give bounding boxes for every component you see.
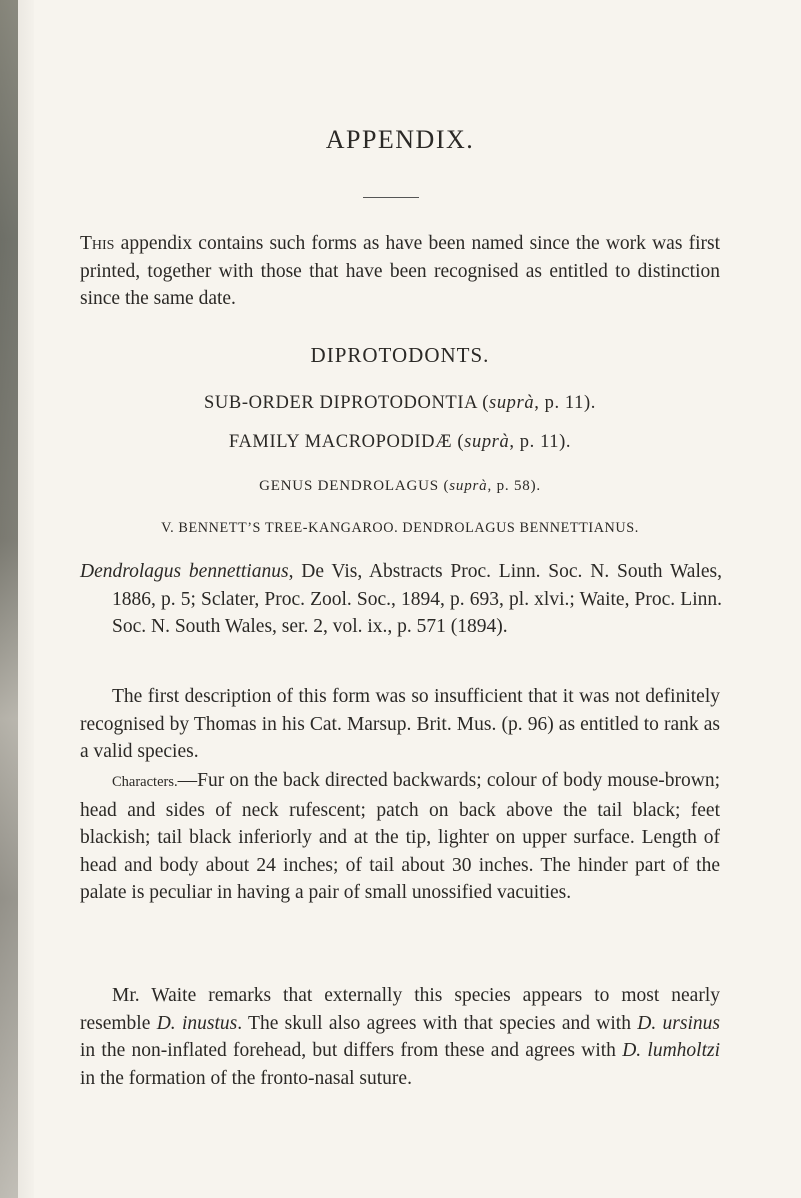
suborder-ref: suprà bbox=[489, 393, 535, 413]
synonymy-name: Dendrolagus bennettianus bbox=[80, 561, 289, 582]
family-ref: suprà bbox=[464, 432, 510, 452]
waite-part4: in the formation of the fronto-nasal suture. bbox=[80, 1067, 412, 1089]
genus-heading bbox=[80, 478, 720, 495]
family-tail: , p. 11). bbox=[509, 432, 572, 452]
family-heading bbox=[80, 432, 720, 453]
genus-tail: , p. 58). bbox=[487, 478, 541, 494]
species-heading: V. BENNETT’S TREE-KANGAROO. DENDROLAGUS BENNETTIANUS. bbox=[161, 520, 639, 536]
section-heading: DIPROTODONTS. bbox=[310, 343, 490, 367]
genus-ref: suprà bbox=[449, 478, 488, 494]
waite-paragraph bbox=[80, 982, 720, 1092]
genus-label: GENUS DENDROLAGUS ( bbox=[259, 478, 450, 494]
page-title: APPENDIX. bbox=[325, 125, 475, 155]
suborder-label: SUB-ORDER DIPROTODONTIA ( bbox=[204, 393, 490, 413]
intro-lead: This bbox=[80, 233, 115, 254]
synonymy-paragraph bbox=[80, 558, 722, 641]
page-binding-shadow bbox=[0, 0, 18, 1198]
family-label: FAMILY MACROPODIDÆ ( bbox=[228, 432, 465, 452]
species-ref-lumholtzi: D. lumholtzi bbox=[622, 1040, 720, 1061]
species-ref-ursinus: D. ursinus bbox=[637, 1012, 720, 1034]
title-rule bbox=[363, 197, 419, 198]
species-ref-inustus: D. inustus bbox=[156, 1012, 238, 1034]
intro-paragraph bbox=[80, 230, 720, 313]
characters-paragraph bbox=[80, 767, 720, 907]
waite-part1: Mr. Waite remarks that externally this species appears to most nearly resemble bbox=[80, 985, 720, 1034]
remark-paragraph: The first description of this form was so insufficient that it was not definitely recognised by Thomas in his Cat. Marsup. Brit. Mus. (p. 96) as entitled to rank as a valid species. bbox=[80, 686, 720, 762]
suborder-heading bbox=[80, 393, 720, 414]
synonymy-text: , De Vis, Abstracts Proc. Linn. Soc. N. South Wales, 1886, p. 5; Sclater, Proc. Zool. Soc., 1894, p. 693, pl. xlvi.; Waite, Proc. Linn. Soc. N. South Wales, ser. 2, vol. ix., p. 571 (1894). bbox=[112, 561, 722, 637]
characters-text: —Fur on the back directed backwards; colour of body mouse-brown; head and sides of neck rufescent; patch on back above the tail black; feet blackish; tail black inferiorly and at the tip, lighter on upper surface. Length of head and body about 24 inches; of tail about 30 inches. The hinder part of the palate is peculiar in having a pair of small unossified vacuities. bbox=[80, 770, 720, 903]
characters-label: Characters. bbox=[112, 774, 178, 790]
waite-part2: . The skull also agrees with that species and with bbox=[237, 1012, 638, 1034]
intro-text: appendix contains such forms as have been named since the work was first printed, together with those that have been recognised as entitled to distinction since the same date. bbox=[80, 233, 720, 309]
suborder-tail: , p. 11). bbox=[534, 393, 596, 413]
waite-part3: in the non-inflated forehead, but differs from these and agrees with bbox=[80, 1040, 623, 1061]
